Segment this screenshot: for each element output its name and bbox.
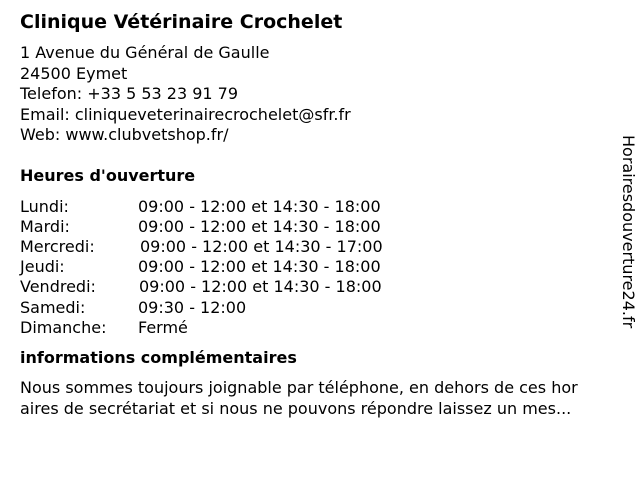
hours-row-sunday xyxy=(20,318,620,338)
time-range: Fermé xyxy=(138,317,188,337)
day-label: Dimanche: xyxy=(20,317,107,337)
day-label: Samedi: xyxy=(20,297,86,317)
phone-line[interactable]: Telefon: +33 5 53 23 91 79 xyxy=(20,84,239,103)
day-label: Mercredi: xyxy=(20,236,95,256)
clinic-name: Clinique Vétérinaire Crochelet xyxy=(20,11,343,33)
time-range: 09:00 - 12:00 et 14:30 - 18:00 xyxy=(139,277,382,297)
additional-info-heading: informations complémentaires xyxy=(20,347,297,367)
info-line-2: aires de secrétariat et si nous ne pouvons répondre laissez un mes... xyxy=(20,398,572,418)
opening-hours-table xyxy=(20,197,620,338)
day-label: Vendredi: xyxy=(20,277,96,297)
day-label: Mardi: xyxy=(20,216,70,236)
opening-hours-heading: Heures d'ouverture xyxy=(20,165,196,185)
time-range: 09:00 - 12:00 et 14:30 - 18:00 xyxy=(138,216,381,236)
time-range: 09:00 - 12:00 et 14:30 - 18:00 xyxy=(138,257,381,277)
website-line[interactable]: Web: www.clubvetshop.fr/ xyxy=(20,125,229,144)
site-watermark: Horairesdouverture24.fr xyxy=(619,135,638,329)
contact-block xyxy=(20,43,620,146)
email-line[interactable]: Email: cliniqueveterinairecrochelet@sfr.fr xyxy=(20,104,351,124)
city-postcode: 24500 Eymet xyxy=(20,63,128,83)
info-line-1: Nous sommes toujours joignable par téléphone, en dehors de ces hor xyxy=(20,377,578,397)
street-address: 1 Avenue du Général de Gaulle xyxy=(20,43,270,62)
hours-row-wednesday xyxy=(20,237,620,257)
hours-row-tuesday xyxy=(20,217,620,237)
time-range: 09:00 - 12:00 et 14:30 - 18:00 xyxy=(138,196,381,216)
hours-row-thursday xyxy=(20,257,620,277)
hours-row-monday xyxy=(20,197,620,217)
time-range: 09:30 - 12:00 xyxy=(138,297,247,317)
day-label: Jeudi: xyxy=(20,257,65,277)
hours-row-saturday xyxy=(20,298,620,318)
time-range: 09:00 - 12:00 et 14:30 - 17:00 xyxy=(140,236,383,256)
hours-row-friday xyxy=(20,277,620,297)
clinic-info-card xyxy=(20,10,620,419)
additional-info-text xyxy=(20,377,630,419)
day-label: Lundi: xyxy=(20,196,69,216)
